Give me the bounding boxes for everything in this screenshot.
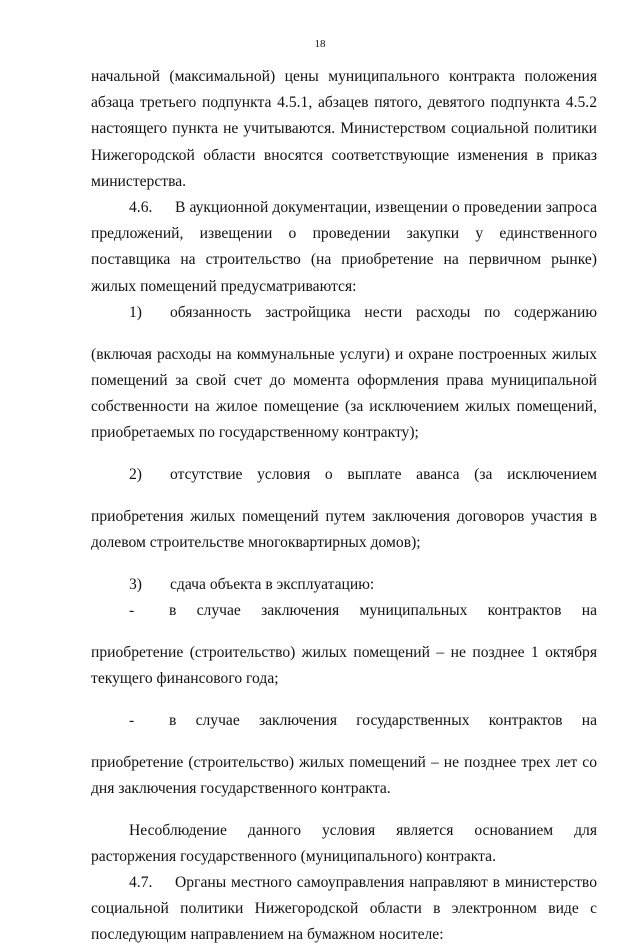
- list-item-3: [91, 572, 597, 598]
- list-item-1-first-line: обязанность застройщика нести расходы по содержанию: [170, 303, 597, 321]
- dash-item-1: [91, 598, 597, 692]
- page-number: 18: [314, 38, 326, 50]
- dash-item-1-first-line: в случае заключения муниципальных контрактов на: [169, 602, 597, 620]
- dash-item-2-continuation: приобретение (строительство) жилых помещений – не позднее трех лет со дня заключения государственного контракта.: [91, 753, 597, 797]
- list-item-2-first-line: отсутствие условия о выплате аванса (за исключением: [170, 466, 597, 484]
- section-4-6-text: В аукционной документации, извещении о проведении запроса предложений, извещении о проведении закупки у единственного поставщика на строительство (на приобретение на первичном рынке) жилых помещений предусматриваются:: [91, 199, 597, 295]
- list-item-1: [91, 300, 597, 447]
- dash-item-2-first-line: в случае заключения государственных контрактов на: [169, 711, 597, 729]
- list-item-2: [91, 462, 597, 556]
- section-4-6: [91, 195, 597, 300]
- dash-item-2: [91, 708, 597, 802]
- paragraph-intro: начальной (максимальной) цены муниципального контракта положения абзаца третьего подпункта 4.5.1, абзацев пятого, девятого подпункта 4.5.2 настоящего пункта не учитываются. Министерством социальной политики Нижегородской области вносятся соответствующие изменения в приказ министерства.: [91, 68, 597, 190]
- dash-item-1-continuation: приобретение (строительство) жилых помещений – не позднее 1 октября текущего финансового года;: [91, 643, 597, 688]
- section-4-7: [91, 870, 597, 949]
- section-4-6-number: 4.6.: [129, 199, 153, 217]
- list-item-2-continuation: приобретения жилых помещений путем заключения договоров участия в долевом строительстве многоквартирных домов);: [91, 507, 597, 552]
- document-body: [91, 64, 597, 949]
- list-item-3-number: 3): [129, 575, 142, 593]
- list-item-3-text: сдача объекта в эксплуатацию:: [170, 575, 375, 593]
- dash-item-1-marker: -: [129, 602, 135, 620]
- section-4-7-number: 4.7.: [129, 874, 153, 892]
- list-item-1-number: 1): [129, 303, 142, 321]
- section-4-7-text: Органы местного самоуправления направляют в министерство социальной политики Нижегородской области в электронном виде с последующим направлением на бумажном носителе:: [91, 874, 597, 944]
- list-item-2-number: 2): [129, 466, 142, 484]
- paragraph-violation: Несоблюдение данного условия является основанием для расторжения государственного (муниципального) контракта.: [91, 821, 597, 865]
- dash-item-2-marker: -: [129, 711, 135, 729]
- list-item-1-continuation: (включая расходы на коммунальные услуги) и охране построенных жилых помещений за свой счет до момента оформления права муниципальной собственности на жилое помещение (за исключением жилых помещений, приобретаемых по государственному контракту);: [91, 345, 597, 442]
